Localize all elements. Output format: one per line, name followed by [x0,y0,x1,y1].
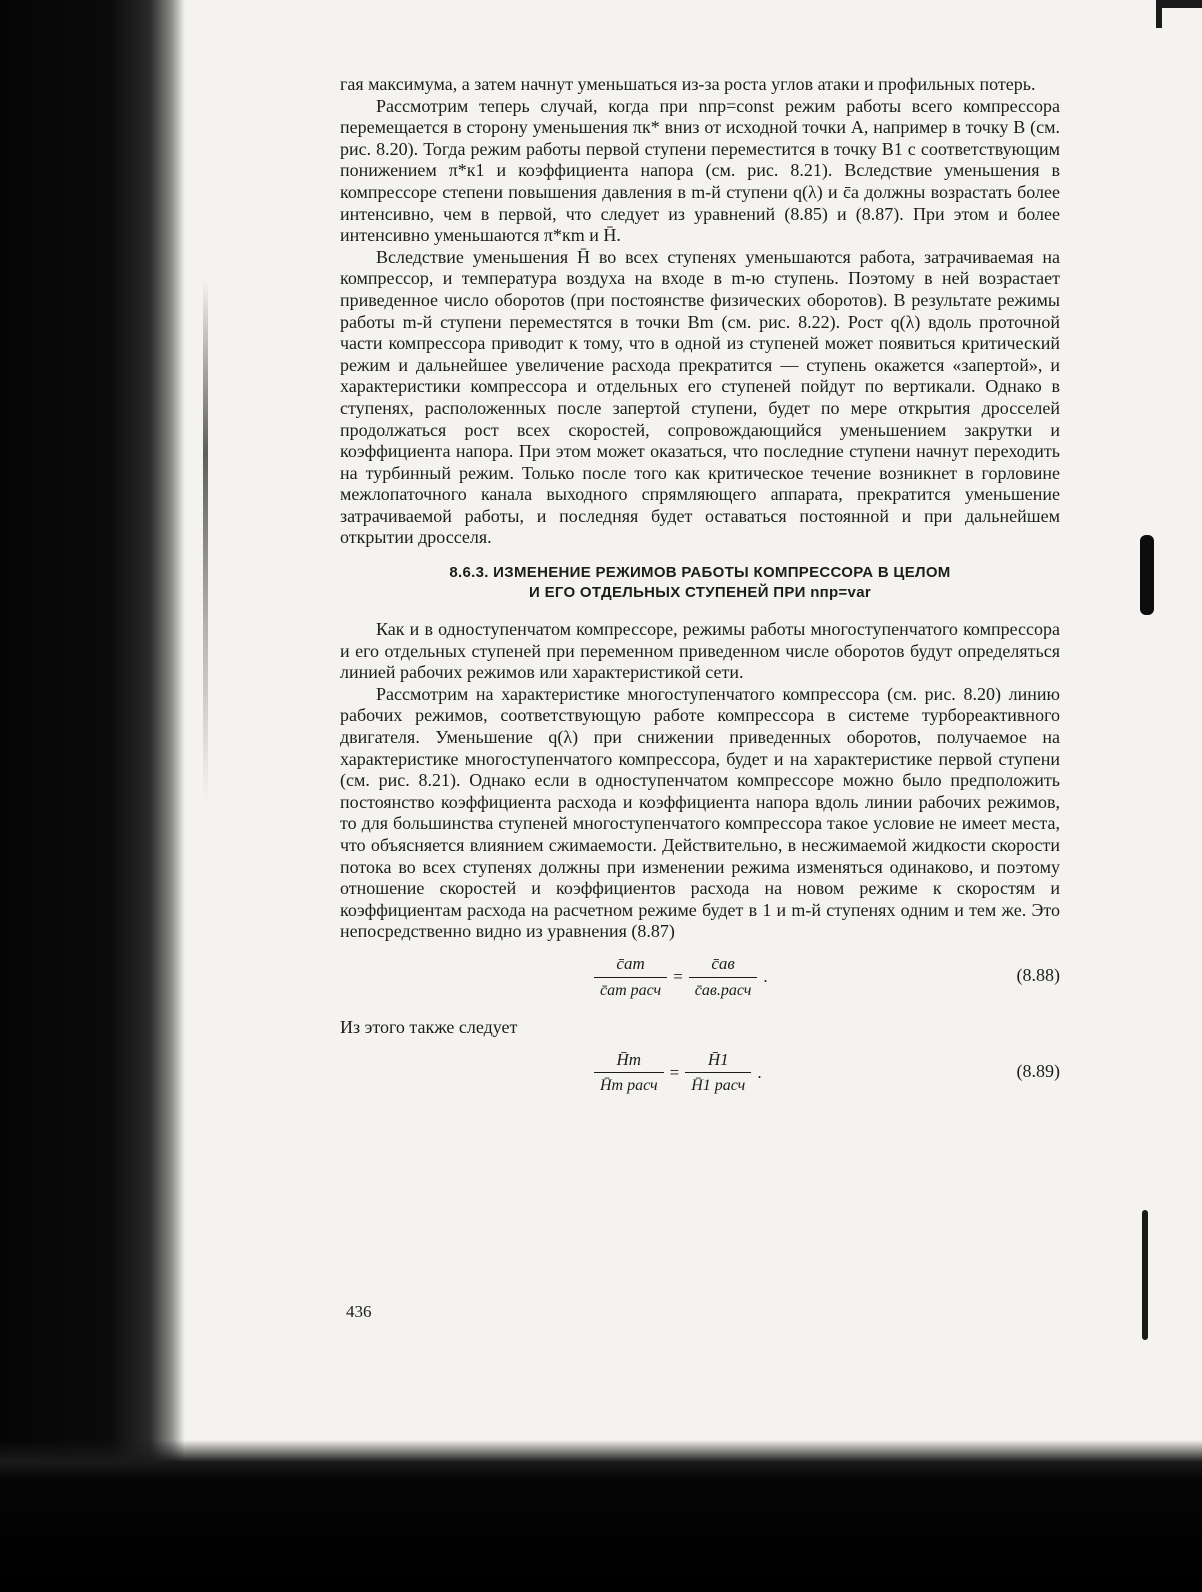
fraction-left [594,1049,664,1097]
page-body [340,74,1060,1113]
paragraph-intro: Как и в одноступенчатом компрессоре, режимы работы многоступенчатого компрессора и его отдельных ступеней при переменном приведенном числе оборотов будут определяться линией рабочих режимов или характеристикой сети. [340,619,1060,683]
paragraph-stage-shift: Вследствие уменьшения H̄ во всех ступенях уменьшаются работа, затрачиваемая на компрессор, и температура воздуха на входе в m-ю ступень. Поэтому в ней возрастает приведенное число оборотов (при постоянстве физических оборотов). В результате режимы работы m-й ступени переместятся в точки Bm (см. рис. 8.22). Рост q(λ) вдоль проточной части компрессора приводит к тому, что в одной из ступеней может появиться критический режим и дальнейшее увеличение расхода прекратится — ступень окажется «запертой», и характеристики компрессора и отдельных его ступеней пойдут по вертикали. Однако в ступенях, расположенных после запертой ступени, будет по мере открытия дросселей продолжаться рост всех скоростей, сопровождающийся уменьшением закрутки и коэффициента напора. При этом может оказаться, что последние ступени начнут переходить на турбинный режим. Только после того как критическое течение возникнет в горловине межлопаточного канала выходного спрямляющего аппарата, прекратится уменьшение затрачиваемой работы, и последняя будет оставаться постоянной и при дальнейшем открытии дросселя. [340,246,1060,548]
section-heading [340,563,1060,603]
scan-bottom-shadow [0,1440,1202,1592]
period-sign: . [763,967,768,987]
fraction-left-denominator: H̄m расч [600,1077,658,1095]
period-sign: . [757,1062,762,1082]
section-heading-line-2: И ЕГО ОТДЕЛЬНЫХ СТУПЕНЕЙ ПРИ nпр=var [529,584,871,602]
fraction-left-numerator: H̄m [594,1049,664,1074]
fraction-right [685,1049,751,1097]
equation-8-88-formula [590,953,770,1001]
scan-left-margin-shadow [0,0,185,1592]
fraction-left-denominator: c̄am расч [600,981,662,999]
equation-number: (8.88) [1016,964,1060,985]
equation-8-89-formula [590,1049,764,1097]
scan-smudge [1140,535,1154,615]
paragraph-consequence: Из этого также следует [340,1016,518,1037]
paragraph-continuation: гая максимума, а затем начнут уменьшаться из-за роста углов атаки и профильных потерь. [340,74,1036,94]
scan-smudge-lower [1142,1210,1148,1340]
paragraph-operating-line: Рассмотрим на характеристике многоступенчатого компрессора (см. рис. 8.20) линию рабочих режимов, соответствующую работе компрессора в системе турбореактивного двигателя. Уменьшение q(λ) при снижении приведенных оборотов, получаемое на характеристике многоступенчатого компрессора, будет и на характеристике первой ступени (см. рис. 8.21). Однако если в одноступенчатом компрессоре можно было предположить постоянство коэффициента расхода и коэффициента напора вдоль линии рабочих режимов, то для большинства ступеней многоступенчатого компрессора такое условие не имеет места, что объясняется влиянием сжимаемости. Действительно, в несжимаемой жидкости скорости потока во всех ступенях должны при изменении режима изменяться одинаково, и поэтому отношение скоростей и коэффициентов расхода на новом режиме к скоростям и коэффициентам расхода на расчетном режиме будет в 1 и m-й ступенях одним и тем же. Это непосредственно видно из уравнения (8.87) [340,683,1060,942]
section-heading-line-1: 8.6.3. ИЗМЕНЕНИЕ РЕЖИМОВ РАБОТЫ КОМПРЕССОРА В ЦЕЛОМ [449,564,951,582]
scan-corner-mark [1156,0,1202,28]
fraction-right [689,953,758,1001]
fraction-right-numerator: c̄aв [689,953,758,978]
equation-8-88 [340,951,1060,1011]
scan-streak [203,280,208,800]
fraction-left [594,953,667,1001]
equation-8-89 [340,1047,1060,1107]
fraction-right-denominator: c̄aв.расч [694,981,752,999]
equation-number: (8.89) [1016,1060,1060,1081]
fraction-right-denominator: H̄1 расч [691,1077,746,1095]
paragraph-point-b: Рассмотрим теперь случай, когда при nпр=const режим работы всего компрессора перемещается в сторону уменьшения πк* вниз от исходной точки A, например в точку B (см. рис. 8.20). Тогда режим работы первой ступени переместится в точку B1 с соответствующим понижением π*к1 и коэффициента напора (см. рис. 8.21). Вследствие уменьшения в компрессоре степени повышения давления в m-й ступени q(λ) и c̄a должны возрастать более интенсивно, чем в первой, что следует из уравнений (8.85) и (8.87). При этом и более интенсивно уменьшаются π*кm и H̄. [340,95,1060,246]
page-number: 436 [346,1302,372,1321]
equals-sign: = [673,967,683,987]
fraction-left-numerator: c̄am [594,953,667,978]
equals-sign: = [669,1062,680,1082]
fraction-right-numerator: H̄1 [685,1049,751,1074]
